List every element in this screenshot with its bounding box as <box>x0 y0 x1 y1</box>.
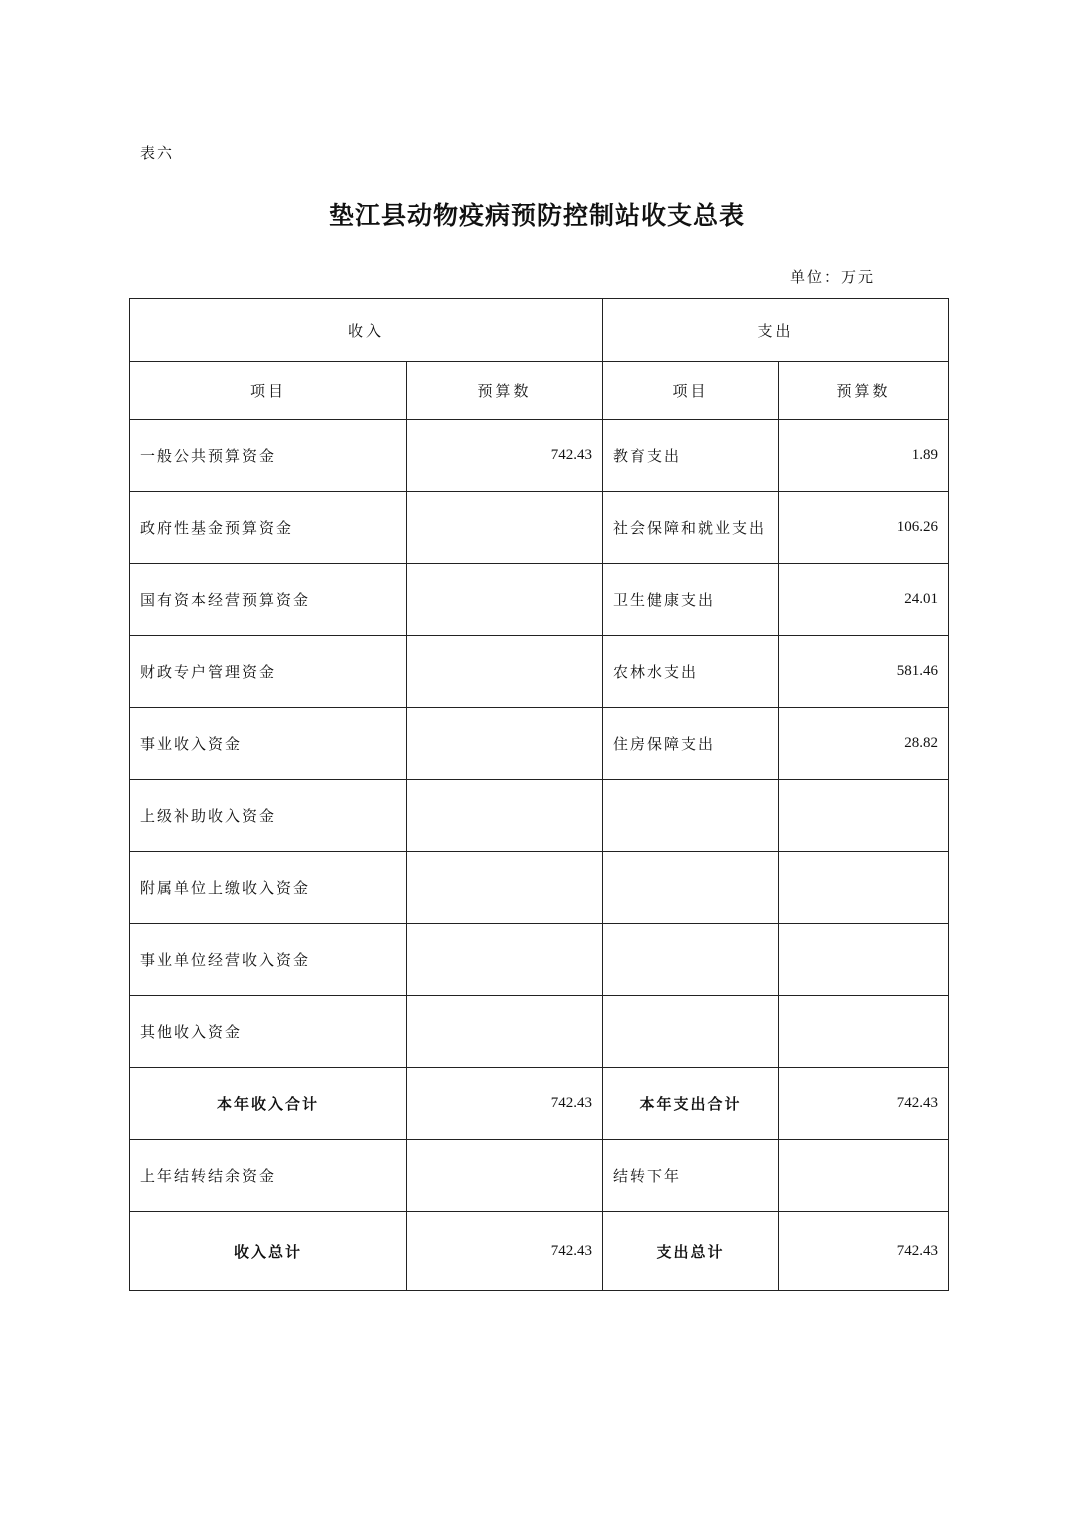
expense-item-cell <box>603 996 779 1068</box>
expense-value-cell <box>779 780 949 852</box>
expense-item-cell <box>603 852 779 924</box>
year-expense-total-value: 742.43 <box>779 1068 949 1140</box>
income-budget-header: 预算数 <box>407 362 603 420</box>
income-value-cell <box>407 564 603 636</box>
expense-item-cell <box>603 924 779 996</box>
expense-value-cell: 24.01 <box>779 564 949 636</box>
year-expense-total-label: 本年支出合计 <box>603 1068 779 1140</box>
income-value-cell: 742.43 <box>407 420 603 492</box>
table-row <box>130 564 949 636</box>
grand-expense-total-value: 742.43 <box>779 1212 949 1291</box>
income-item-cell: 附属单位上缴收入资金 <box>130 852 407 924</box>
carryover-expense-label: 结转下年 <box>603 1140 779 1212</box>
income-item-cell: 上级补助收入资金 <box>130 780 407 852</box>
grand-income-total-value: 742.43 <box>407 1212 603 1291</box>
table-body <box>130 299 949 1291</box>
year-total-row <box>130 1068 949 1140</box>
expense-budget-header: 预算数 <box>779 362 949 420</box>
year-income-total-label: 本年收入合计 <box>130 1068 407 1140</box>
table-row <box>130 780 949 852</box>
carryover-income-label: 上年结转结余资金 <box>130 1140 407 1212</box>
table-row <box>130 420 949 492</box>
income-item-cell: 政府性基金预算资金 <box>130 492 407 564</box>
carryover-expense-value <box>779 1140 949 1212</box>
income-value-cell <box>407 924 603 996</box>
expense-item-cell: 教育支出 <box>603 420 779 492</box>
expense-item-cell: 农林水支出 <box>603 636 779 708</box>
table-row <box>130 852 949 924</box>
income-value-cell <box>407 852 603 924</box>
expense-value-cell: 106.26 <box>779 492 949 564</box>
income-value-cell <box>407 708 603 780</box>
table-row <box>130 924 949 996</box>
table-row <box>130 996 949 1068</box>
expense-value-cell <box>779 924 949 996</box>
income-item-cell: 事业单位经营收入资金 <box>130 924 407 996</box>
expense-item-cell: 住房保障支出 <box>603 708 779 780</box>
year-income-total-value: 742.43 <box>407 1068 603 1140</box>
table-row <box>130 636 949 708</box>
income-item-cell: 事业收入资金 <box>130 708 407 780</box>
expense-value-cell <box>779 852 949 924</box>
income-value-cell <box>407 780 603 852</box>
expense-section-header: 支出 <box>603 299 949 362</box>
expense-value-cell: 28.82 <box>779 708 949 780</box>
income-item-header: 项目 <box>130 362 407 420</box>
expense-value-cell: 581.46 <box>779 636 949 708</box>
expense-item-cell: 卫生健康支出 <box>603 564 779 636</box>
table-row <box>130 492 949 564</box>
carryover-row <box>130 1140 949 1212</box>
income-value-cell <box>407 636 603 708</box>
column-header-row <box>130 362 949 420</box>
page-title: 垫江县动物疫病预防控制站收支总表 <box>328 201 745 230</box>
grand-total-row <box>130 1212 949 1291</box>
income-value-cell <box>407 996 603 1068</box>
expense-item-cell <box>603 780 779 852</box>
expense-value-cell: 1.89 <box>779 420 949 492</box>
income-value-cell <box>407 492 603 564</box>
expense-item-cell: 社会保障和就业支出 <box>603 492 779 564</box>
income-section-header: 收入 <box>130 299 603 362</box>
income-item-cell: 财政专户管理资金 <box>130 636 407 708</box>
grand-expense-total-label: 支出总计 <box>603 1212 779 1291</box>
table-row <box>130 708 949 780</box>
budget-summary-table <box>129 298 949 1291</box>
unit-label: 单位：万元 <box>790 268 876 286</box>
income-item-cell: 国有资本经营预算资金 <box>130 564 407 636</box>
table-number-label: 表六 <box>140 144 175 162</box>
expense-value-cell <box>779 996 949 1068</box>
carryover-income-value <box>407 1140 603 1212</box>
grand-income-total-label: 收入总计 <box>130 1212 407 1291</box>
income-item-cell: 一般公共预算资金 <box>130 420 407 492</box>
income-item-cell: 其他收入资金 <box>130 996 407 1068</box>
section-header-row <box>130 299 949 362</box>
expense-item-header: 项目 <box>603 362 779 420</box>
